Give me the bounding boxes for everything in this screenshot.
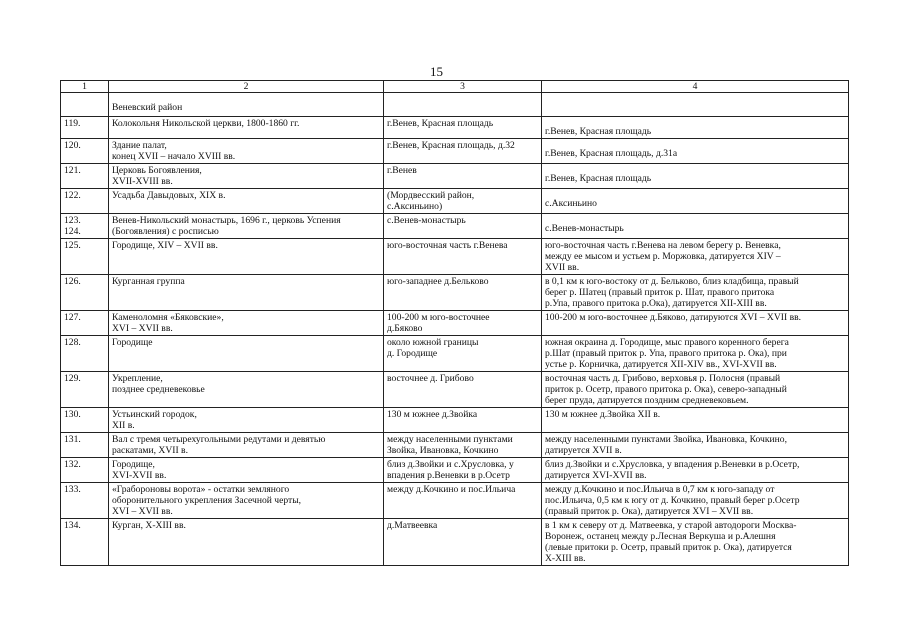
- table-row: [61, 139, 849, 164]
- row-address-new: в 1 км к северу от д. Матвеевка, у старой автодороги Москва- Воронеж, останец между р.Лесная Веркуша и р.Алешня (левые притоки р. Осетр, правый приток р. Ока), датируется X-XIII вв.: [542, 519, 849, 566]
- row-object-name: Городище, XVI-XVII вв.: [109, 458, 384, 483]
- row-object-name: Церковь Богоявления, XVII-XVIII вв.: [109, 164, 384, 189]
- row-address-new: близ д.Звойки и с.Хрусловка, у впадения р.Веневки в р.Осетр, датируется XVI-XVII вв.: [542, 458, 849, 483]
- table-row: [61, 311, 849, 336]
- row-address-old: около южной границы д. Городище: [384, 336, 542, 372]
- row-address-old: восточнее д. Грибово: [384, 372, 542, 408]
- row-number: 129.: [61, 372, 109, 408]
- row-number: 120.: [61, 139, 109, 164]
- row-address-old: 130 м южнее д.Звойка: [384, 408, 542, 433]
- row-address-new: г.Венев, Красная площадь, д.31а: [542, 139, 849, 164]
- row-number: 127.: [61, 311, 109, 336]
- row-number: 133.: [61, 483, 109, 519]
- row-object-name: Венев-Никольский монастырь, 1696 г., церковь Успения (Богоявления) с росписью: [109, 214, 384, 239]
- row-address-old: д.Матвеевка: [384, 519, 542, 566]
- header-col-2: 2: [109, 81, 384, 93]
- district-row: [61, 93, 849, 117]
- row-number: 132.: [61, 458, 109, 483]
- row-address-new: с.Венев-монастырь: [542, 214, 849, 239]
- row-object-name: Городище, XIV – XVII вв.: [109, 239, 384, 275]
- row-object-name: Курганная группа: [109, 275, 384, 311]
- row-address-old: г.Венев, Красная площадь: [384, 117, 542, 139]
- row-address-new: с.Аксиньино: [542, 189, 849, 214]
- row-address-old: г.Венев, Красная площадь, д.32: [384, 139, 542, 164]
- table-row: [61, 117, 849, 139]
- table-row: [61, 519, 849, 566]
- table-row: [61, 189, 849, 214]
- monuments-table: [60, 80, 849, 566]
- table-row: [61, 458, 849, 483]
- row-object-name: Устьинский городок, XII в.: [109, 408, 384, 433]
- row-object-name: Здание палат, конец XVII – начало XVIII вв.: [109, 139, 384, 164]
- header-col-3: 3: [384, 81, 542, 93]
- row-object-name: Укрепление, позднее средневековье: [109, 372, 384, 408]
- row-number: 119.: [61, 117, 109, 139]
- row-number: 128.: [61, 336, 109, 372]
- row-address-new: южная окраина д. Городище, мыс правого коренного берега р.Шат (правый приток р. Упа, правого притока р. Ока), при устье р. Корничка, датируется XII-XIV вв., XVI-XVII вв.: [542, 336, 849, 372]
- row-address-new: юго-восточная часть г.Венева на левом берегу р. Веневка, между ее мысом и устьем р. Моржовка, датируется XIV – XVII вв.: [542, 239, 849, 275]
- row-address-new: в 0,1 км к юго-востоку от д. Бельково, близ кладбища, правый берег р. Шатец (правый приток р. Шат, правого притока р.Упа, правого притока р.Ока), датируется XII-XIII вв.: [542, 275, 849, 311]
- row-address-old: юго-западнее д.Бельково: [384, 275, 542, 311]
- row-address-old: близ д.Звойки и с.Хрусловка, у впадения р.Веневки в р.Осетр: [384, 458, 542, 483]
- row-number: 130.: [61, 408, 109, 433]
- row-number: 123. 124.: [61, 214, 109, 239]
- row-object-name: «Грабороновы ворота» - остатки земляного оборонительного укрепления Засечной черты, XVI – XVII вв.: [109, 483, 384, 519]
- row-number: 134.: [61, 519, 109, 566]
- row-address-new: 100-200 м юго-восточнее д.Бяково, датируются XVI – XVII вв.: [542, 311, 849, 336]
- table-row: [61, 408, 849, 433]
- row-object-name: Курган, X-XIII вв.: [109, 519, 384, 566]
- row-address-old: между населенными пунктами Звойка, Ивановка, Кочкино: [384, 433, 542, 458]
- row-address-old: (Мордвесский район, с.Аксиньино): [384, 189, 542, 214]
- table-row: [61, 214, 849, 239]
- table-row: [61, 433, 849, 458]
- header-col-4: 4: [542, 81, 849, 93]
- table-row: [61, 336, 849, 372]
- row-address-new: между д.Кочкино и пос.Ильича в 0,7 км к юго-западу от пос.Ильича, 0,5 км к югу от д. Кочкино, правый берег р.Осетр (правый приток р. Ока), датируется XVI – XVII вв.: [542, 483, 849, 519]
- row-object-name: Городище: [109, 336, 384, 372]
- row-number: 126.: [61, 275, 109, 311]
- row-address-old: между д.Кочкино и пос.Ильича: [384, 483, 542, 519]
- table-row: [61, 239, 849, 275]
- row-address-old: юго-восточная часть г.Венева: [384, 239, 542, 275]
- table-header-row: [61, 81, 849, 93]
- row-address-old: 100-200 м юго-восточнее д.Бяково: [384, 311, 542, 336]
- row-address-new: г.Венев, Красная площадь: [542, 164, 849, 189]
- row-address-new: восточная часть д. Грибово, верховья р. Полосня (правый приток р. Осетр, правого притока р. Ока), северо-западный берег пруда, датируется поздним средневековьем.: [542, 372, 849, 408]
- row-address-old: г.Венев: [384, 164, 542, 189]
- row-address-old: с.Венев-монастырь: [384, 214, 542, 239]
- row-address-new: г.Венев, Красная площадь: [542, 117, 849, 139]
- row-address-new: между населенными пунктами Звойка, Ивановка, Кочкино, датируется XVII в.: [542, 433, 849, 458]
- district-name: Веневский район: [109, 93, 384, 117]
- table-row: [61, 483, 849, 519]
- header-col-1: 1: [61, 81, 109, 93]
- row-object-name: Колокольня Никольской церкви, 1800-1860 гг.: [109, 117, 384, 139]
- row-object-name: Вал с тремя четырехугольными редутами и девятью раскатами, XVII в.: [109, 433, 384, 458]
- table-row: [61, 372, 849, 408]
- row-object-name: Каменоломня «Бяковские», XVI – XVII вв.: [109, 311, 384, 336]
- row-object-name: Усадьба Давыдовых, XIX в.: [109, 189, 384, 214]
- page-number: 15: [430, 64, 443, 79]
- row-number: 125.: [61, 239, 109, 275]
- row-number: 131.: [61, 433, 109, 458]
- row-address-new: 130 м южнее д.Звойка XII в.: [542, 408, 849, 433]
- row-number: 122.: [61, 189, 109, 214]
- row-number: 121.: [61, 164, 109, 189]
- table-row: [61, 164, 849, 189]
- table-row: [61, 275, 849, 311]
